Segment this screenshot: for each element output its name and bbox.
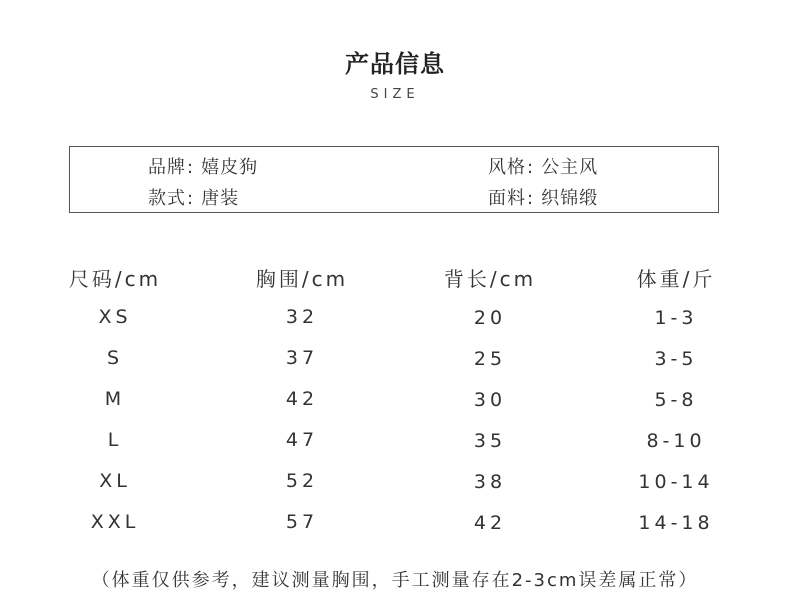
table-cell: S bbox=[106, 347, 124, 369]
table-cell: 57 bbox=[285, 511, 319, 533]
info-brand-value: 嬉皮狗 bbox=[201, 157, 259, 178]
column-header-size: 尺码/cm bbox=[68, 267, 162, 291]
table-cell: 25 bbox=[473, 348, 507, 370]
info-fabric-label: 面料 bbox=[488, 188, 526, 209]
measurement-note: （体重仅供参考，建议测量胸围，手工测量存在2-3cm误差属正常） bbox=[91, 570, 699, 591]
column-header-chest: 胸围/cm bbox=[255, 267, 349, 291]
table-cell: XXL bbox=[90, 511, 140, 533]
table-cell: 10-14 bbox=[638, 471, 714, 493]
info-style-label: 风格 bbox=[488, 157, 526, 178]
table-cell: 42 bbox=[285, 388, 319, 410]
table-cell: 8-10 bbox=[646, 430, 706, 452]
table-cell: 37 bbox=[285, 347, 319, 369]
table-cell: 38 bbox=[473, 471, 507, 493]
info-brand-separator: : bbox=[187, 157, 194, 178]
info-style bbox=[488, 153, 598, 179]
info-style-separator: : bbox=[527, 157, 534, 178]
page-subtitle: SIZE bbox=[370, 87, 420, 102]
table-cell: 1-3 bbox=[654, 307, 698, 329]
info-type-label: 款式 bbox=[148, 188, 186, 209]
info-fabric-value: 织锦缎 bbox=[541, 188, 599, 209]
page-title: 产品信息 bbox=[345, 50, 445, 78]
table-cell: L bbox=[107, 429, 123, 451]
table-cell: 35 bbox=[473, 430, 507, 452]
info-fabric-separator: : bbox=[527, 188, 534, 209]
table-cell: 42 bbox=[473, 512, 507, 534]
table-cell: 30 bbox=[473, 389, 507, 411]
info-brand-label: 品牌 bbox=[148, 157, 186, 178]
table-cell: 14-18 bbox=[638, 512, 714, 534]
table-cell: 32 bbox=[285, 306, 319, 328]
info-brand bbox=[148, 153, 258, 179]
info-fabric bbox=[488, 184, 598, 210]
table-cell: XL bbox=[99, 470, 131, 492]
table-cell: XS bbox=[98, 306, 132, 328]
column-header-back-length: 背长/cm bbox=[443, 267, 537, 291]
info-type bbox=[148, 184, 239, 210]
info-style-value: 公主风 bbox=[541, 157, 599, 178]
table-cell: 5-8 bbox=[654, 389, 698, 411]
table-cell: 52 bbox=[285, 470, 319, 492]
product-info-box bbox=[69, 146, 719, 213]
table-cell: 47 bbox=[285, 429, 319, 451]
info-type-value: 唐装 bbox=[201, 188, 240, 209]
table-cell: M bbox=[104, 388, 126, 410]
table-cell: 20 bbox=[473, 307, 507, 329]
info-type-separator: : bbox=[187, 188, 194, 209]
column-header-weight: 体重/斤 bbox=[636, 267, 716, 291]
table-cell: 3-5 bbox=[654, 348, 698, 370]
